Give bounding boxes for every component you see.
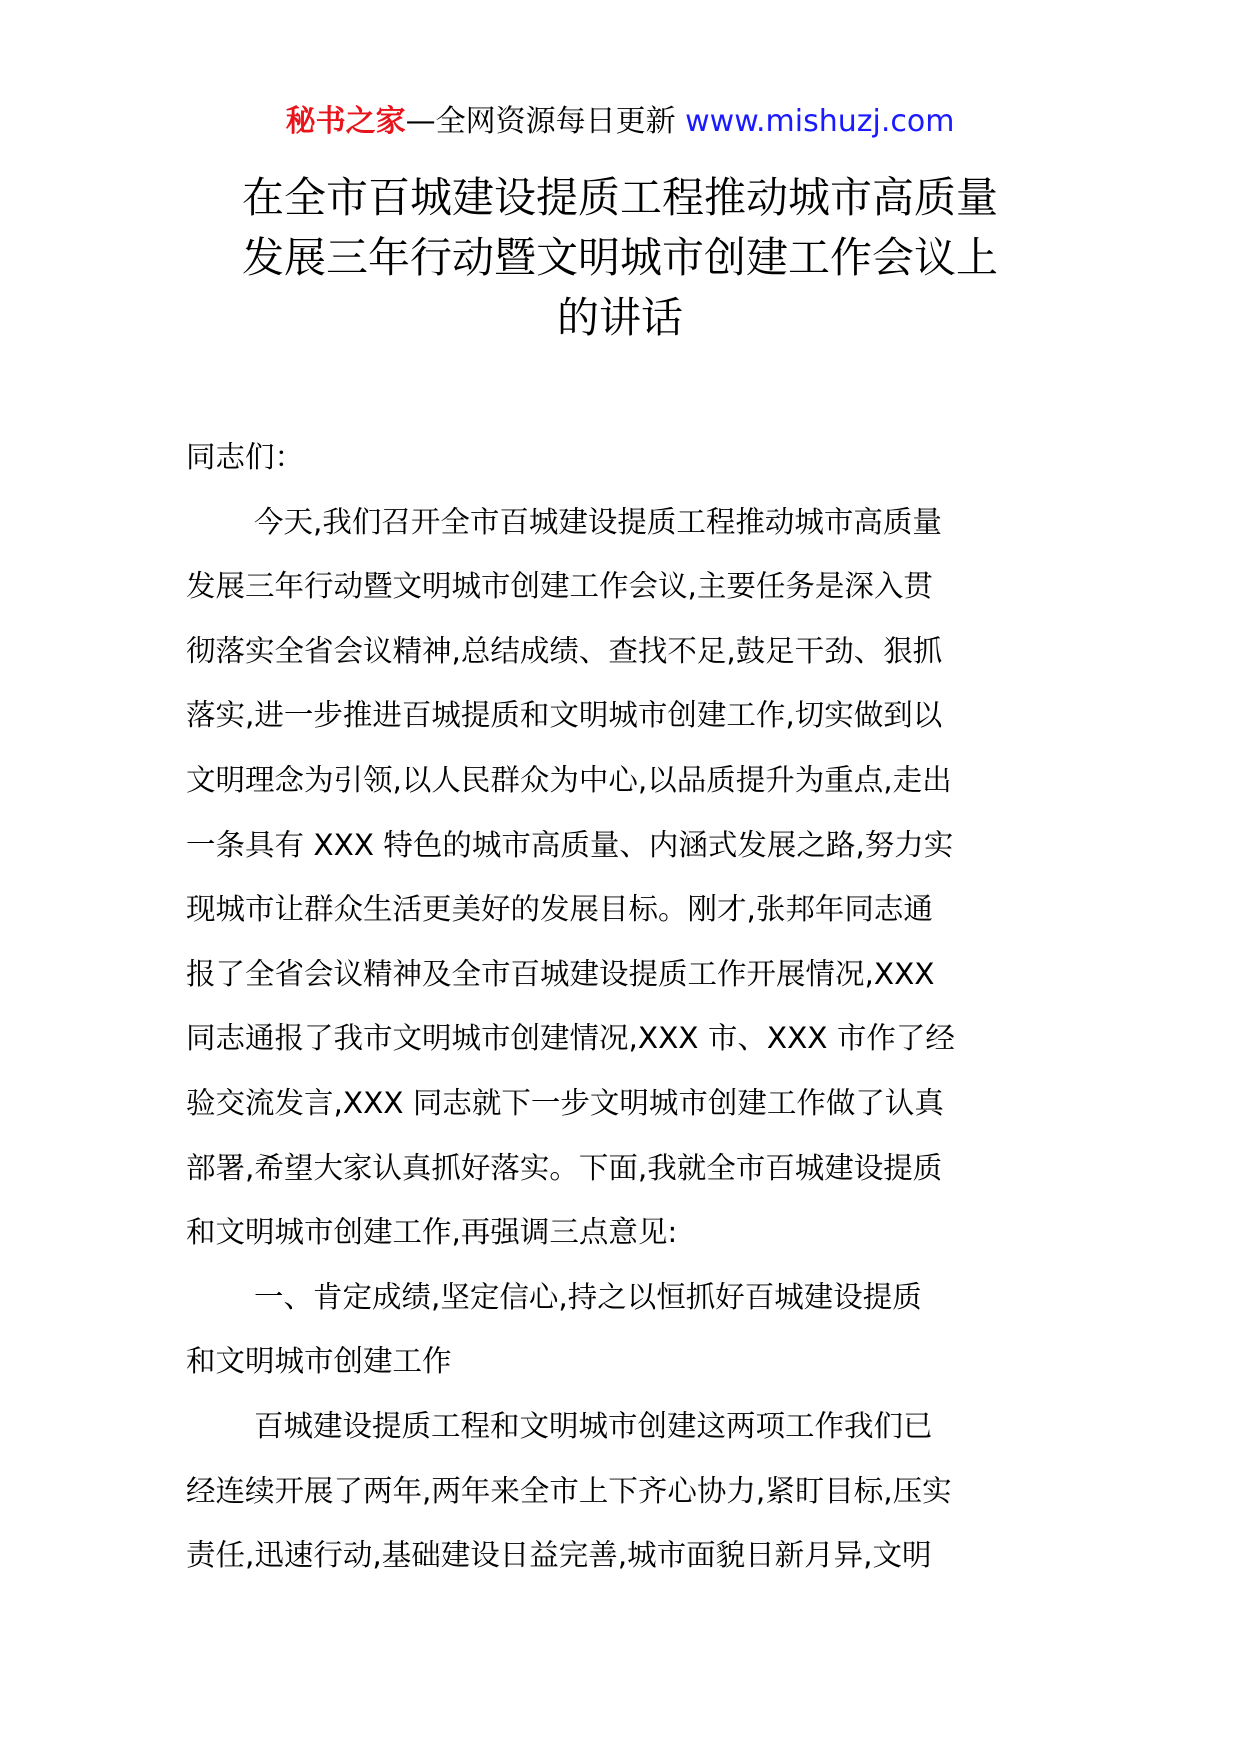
- paragraph-line: 报了全省会议精神及全市百城建设提质工作开展情况,XXX: [186, 956, 935, 991]
- paragraph-line: 今天,我们召开全市百城建设提质工程推动城市高质量: [254, 504, 942, 539]
- paragraph-line: 发展三年行动暨文明城市创建工作会议,主要任务是深入贯: [186, 569, 933, 604]
- document-title: [190, 168, 1050, 348]
- site-url[interactable]: www.mishuzj.com: [685, 104, 955, 139]
- section-heading-line: 一、肯定成绩,坚定信心,持之以恒抓好百城建设提质: [254, 1279, 922, 1314]
- salutation: 同志们：: [186, 440, 305, 474]
- site-header: [0, 100, 1240, 144]
- title-line: 在全市百城建设提质工程推动城市高质量: [241, 173, 998, 222]
- section-heading-line: 和文明城市创建工作: [186, 1344, 452, 1379]
- paragraph-line: 经连续开展了两年,两年来全市上下齐心协力,紧盯目标,压实: [186, 1473, 952, 1508]
- paragraph-line: 现城市让群众生活更美好的发展目标。刚才,张邦年同志通: [186, 892, 933, 927]
- title-line: 的讲话: [556, 293, 683, 342]
- brand-name: 秘书之家: [285, 104, 406, 139]
- paragraph-line: 同志通报了我市文明城市创建情况,XXX 市、XXX 市作了经: [186, 1021, 955, 1056]
- title-line: 发展三年行动暨文明城市创建工作会议上: [241, 233, 998, 282]
- paragraph-line: 部署,希望大家认真抓好落实。下面,我就全市百城建设提质: [186, 1150, 943, 1185]
- header-tagline: —全网资源每日更新: [405, 104, 686, 139]
- paragraph-line: 彻落实全省会议精神,总结成绩、查找不足,鼓足干劲、狠抓: [186, 633, 943, 668]
- paragraph-line: 百城建设提质工程和文明城市创建这两项工作我们已: [254, 1408, 933, 1443]
- paragraph-line: 和文明城市创建工作,再强调三点意见:: [186, 1215, 678, 1250]
- paragraph-line: 责任,迅速行动,基础建设日益完善,城市面貌日新月异,文明: [186, 1538, 932, 1573]
- paragraph-line: 验交流发言,XXX 同志就下一步文明城市创建工作做了认真: [186, 1085, 944, 1120]
- paragraph-line: 文明理念为引领,以人民群众为中心,以品质提升为重点,走出: [186, 762, 952, 797]
- document-body: [186, 425, 1056, 1588]
- paragraph-line: 一条具有 XXX 特色的城市高质量、内涵式发展之路,努力实: [186, 827, 954, 862]
- paragraph-line: 落实,进一步推进百城提质和文明城市创建工作,切实做到以: [186, 698, 943, 733]
